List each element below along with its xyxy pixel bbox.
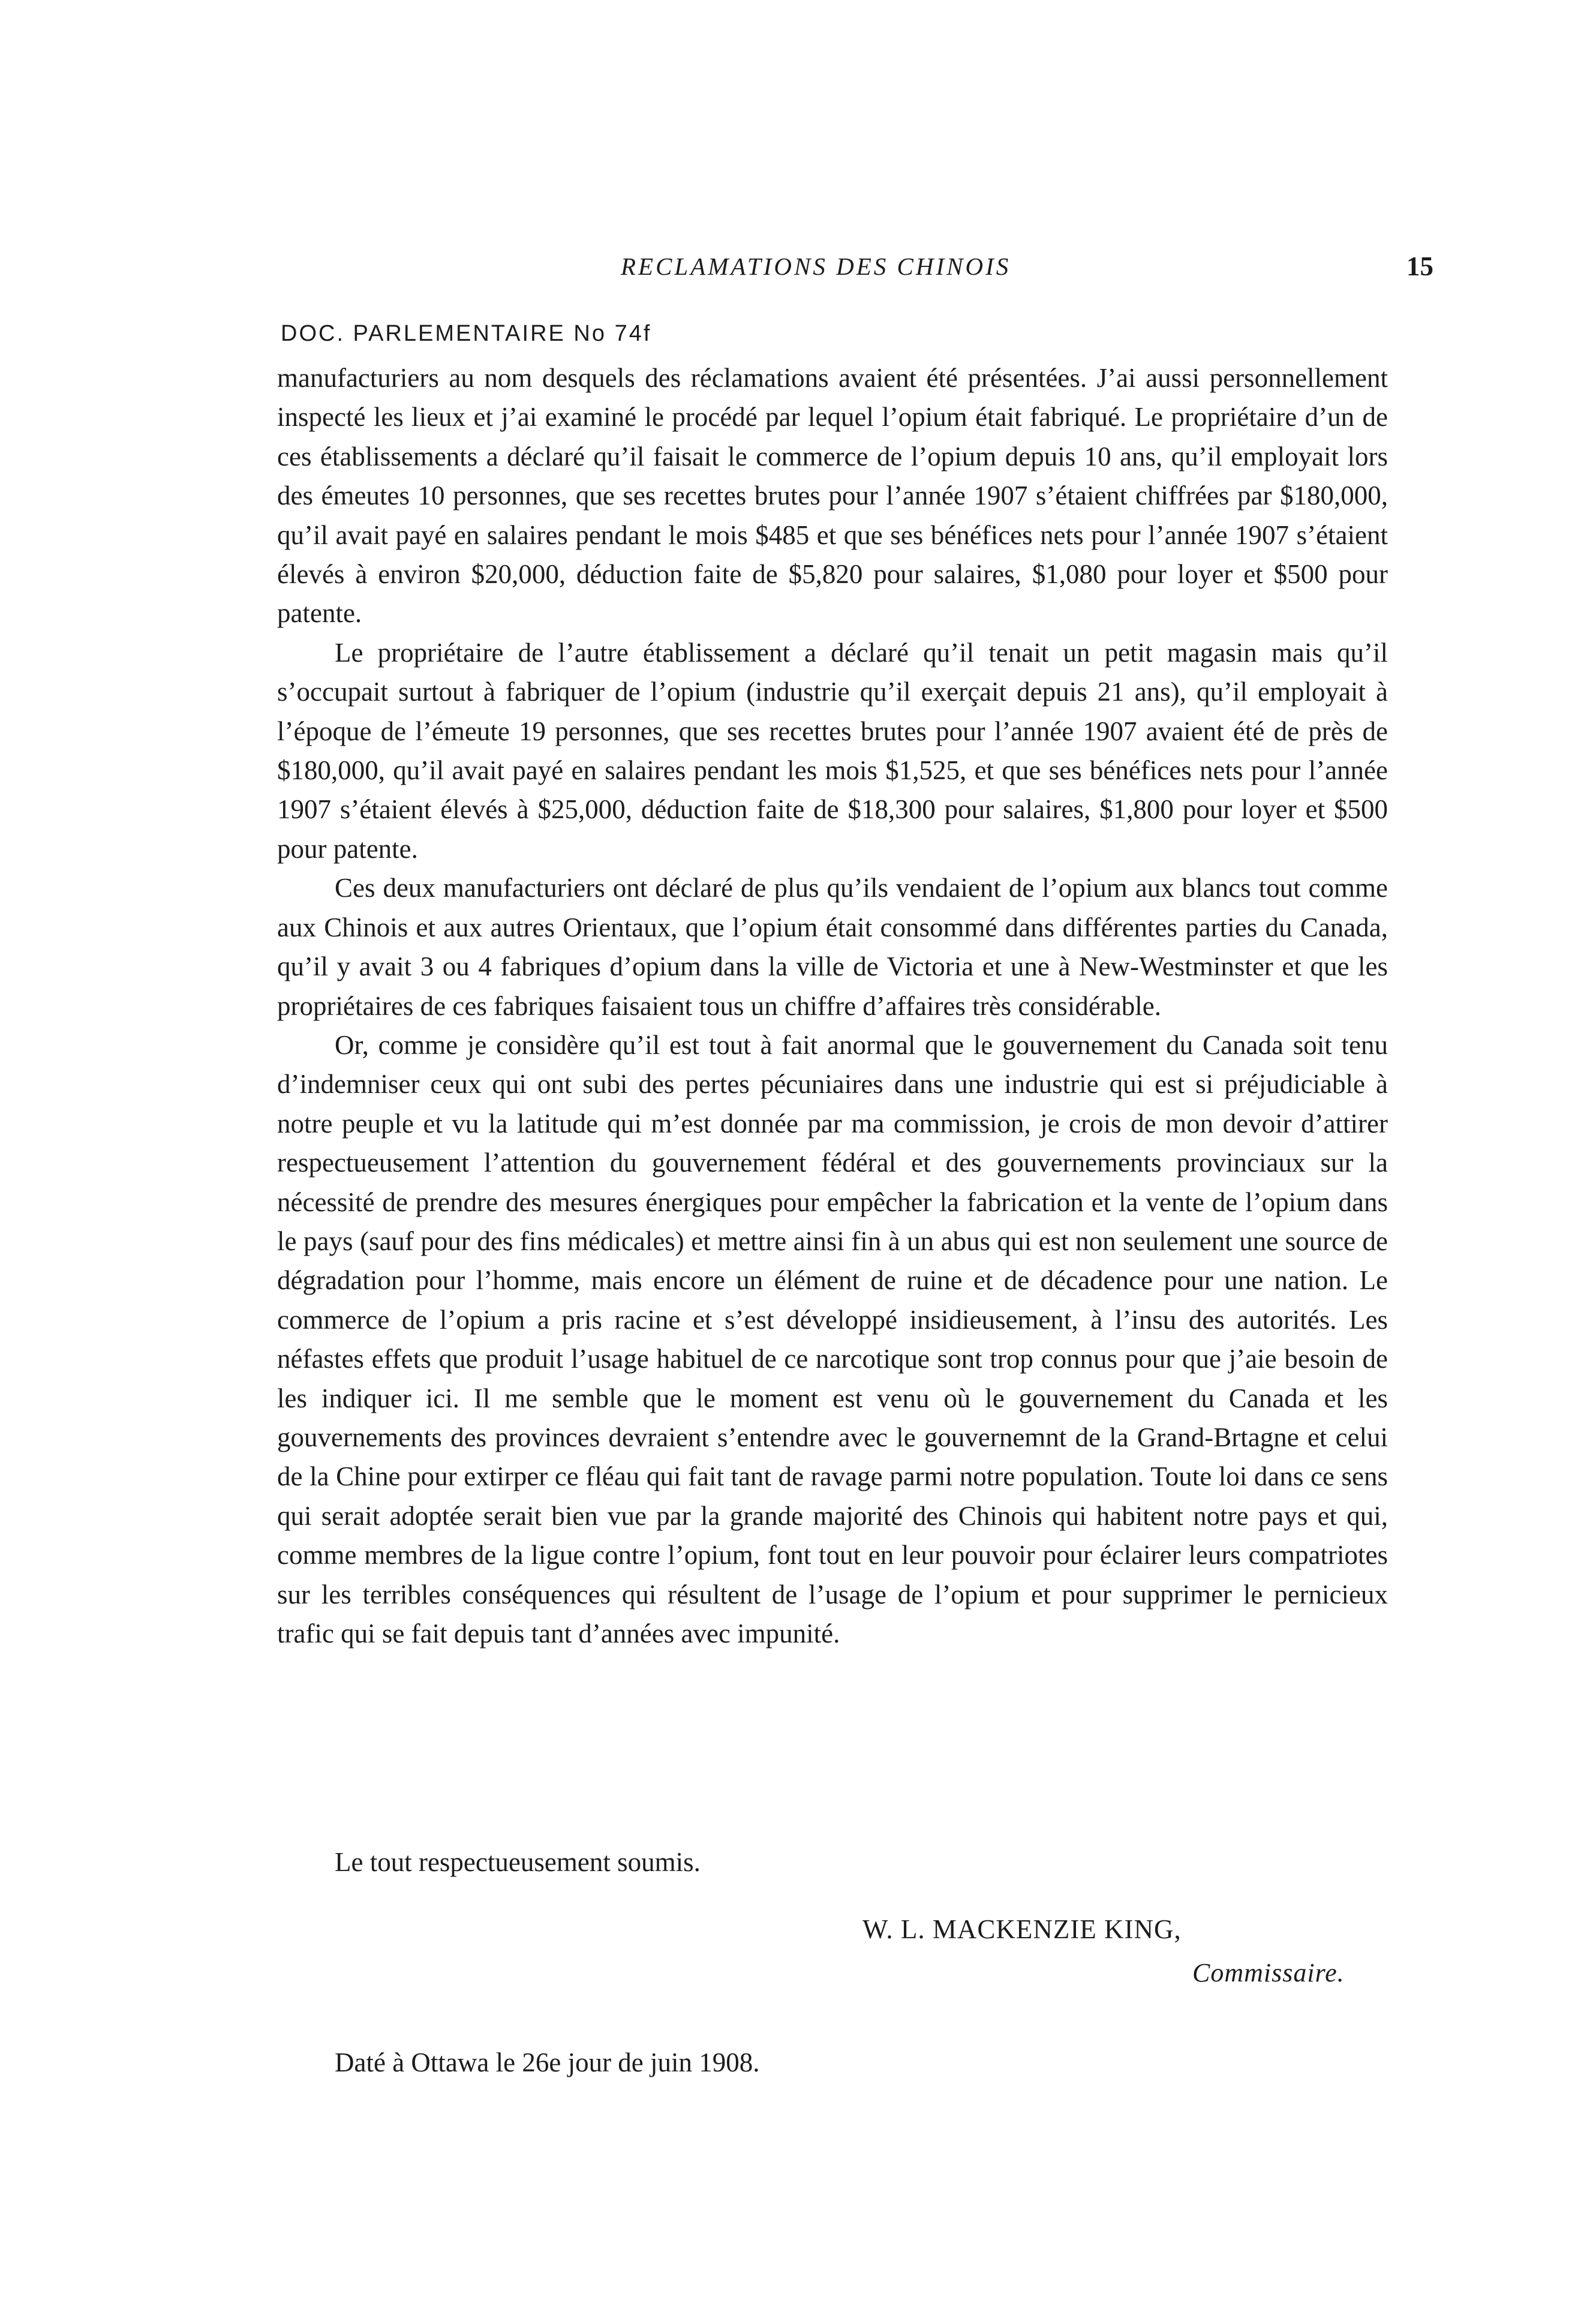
running-title: RECLAMATIONS DES CHINOIS [621,253,1011,280]
document-reference: DOC. PARLEMENTAIRE No 74f [281,321,652,346]
signatory-title: Commissaire. [1192,1958,1345,1987]
body-text [277,359,1388,1653]
paragraph-3: Ces deux manufacturiers ont déclaré de plus qu’ils vendaient de l’opium aux blancs tout comme aux Chinois et aux autres Orientaux, que l’opium était consommé dans différentes parties du Canada, qu’il y avait 3 ou 4 fabriques d’opium dans la ville de Victoria et une à New-Westminster et que les propriétaires de ces fabriques faisaient tous un chiffre d’affaires très considérable. [277,873,1388,1021]
signatory-name: W. L. MACKENZIE KING, [862,1914,1182,1944]
closing-submission: Le tout respectueusement soumis. [335,1847,701,1877]
paragraph-2: Le propriétaire de l’autre établissement a déclaré qu’il tenait un petit magasin mais qu’il s’occupait surtout à fabriquer de l’opium (industrie qu’il exerçait depuis 21 ans), qu’il employait à l’époque de l’émeute 19 personnes, que ses recettes brutes pour l’année 1907 avaient été de près de $180,000, qu’il avait payé en salaires pendant les mois $1,525, et que ses bénéfices nets pour l’année 1907 s’étaient élevés à $25,000, déduction faite de $18,300 pour salaires, $1,800 pour loyer et $500 pour patente. [277,637,1388,864]
paragraph-1: manufacturiers au nom desquels des réclamations avaient été présentées. J’ai aussi personnellement inspecté les lieux et j’ai examiné le procédé par lequel l’opium était fabriqué. Le propriétaire d’un de ces établissements a déclaré qu’il faisait le commerce de l’opium depuis 10 ans, qu’il employait lors des émeutes 10 personnes, que ses recettes brutes pour l’année 1907 s’étaient chiffrées par $180,000, qu’il avait payé en salaires pendant le mois $485 et que ses bénéfices nets pour l’année 1907 s’étaient élevés à environ $20,000, déduction faite de $5,820 pour salaires, $1,080 pour loyer et $500 pour patente. [277,363,1388,629]
page-number: 15 [1406,251,1433,281]
date-line: Daté à Ottawa le 26e jour de juin 1908. [335,2047,760,2077]
paragraph-4: Or, comme je considère qu’il est tout à fait anormal que le gouvernement du Canada soit tenu d’indemniser ceux qui ont subi des pertes pécuniaires dans une industrie qui est si préjudiciable à notre peuple et vu la latitude qui m’est donnée par ma commission, je crois de mon devoir d’attirer respectueusement l’attention du gouvernement fédéral et des gouvernements provinciaux sur la nécessité de prendre des mesures énergiques pour empêcher la fabrication et la vente de l’opium dans le pays (sauf pour des fins médicales) et mettre ainsi fin à un abus qui est non seulement une source de dégradation pour l’homme, mais encore un élément de ruine et de décadence pour une nation. Le commerce de l’opium a pris racine et s’est développé insidieusement, à l’insu des autorités. Les néfastes effets que produit l’usage habituel de ce narcotique sont trop connus pour que j’aie besoin de les indiquer ici. Il me semble que le moment est venu où le gouvernement du Canada et les gouvernements des provinces devraient s’entendre avec le gouvernemnt de la Grand-Brtagne et celui de la Chine pour extirper ce fléau qui fait tant de ravage parmi notre population. Toute loi dans ce sens qui serait adoptée serait bien vue par la grande majorité des Chinois qui habitent notre pays et qui, comme membres de la ligue contre l’opium, font tout en leur pouvoir pour éclairer leurs compatriotes sur les terribles conséquences qui résultent de l’usage de l’opium et pour supprimer le pernicieux trafic qui se fait depuis tant d’années avec impunité. [277,1029,1388,1649]
